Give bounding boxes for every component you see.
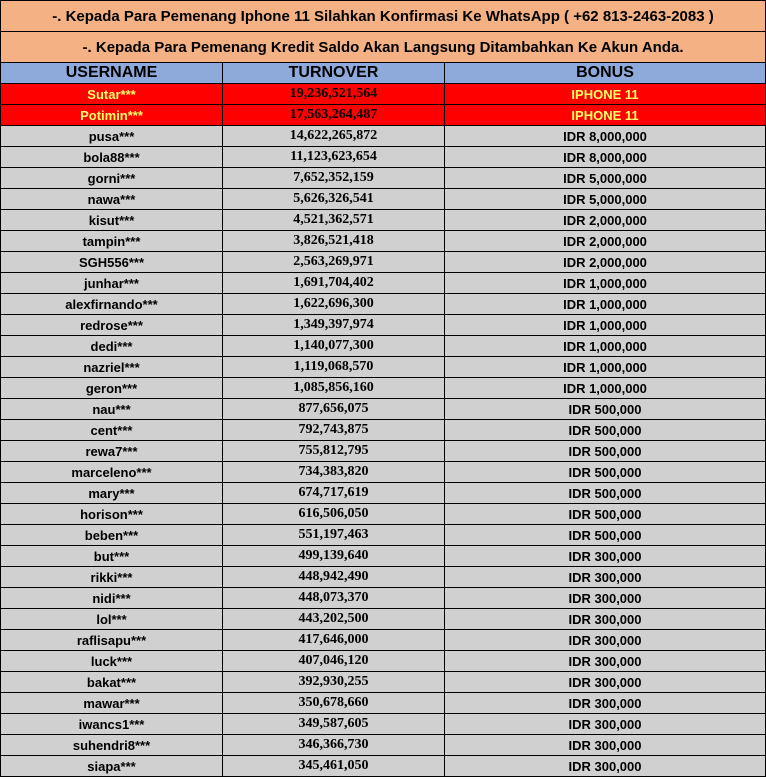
turnover-cell: 349,587,605: [223, 714, 445, 735]
turnover-cell: 1,622,696,300: [223, 294, 445, 315]
username-cell: nidi***: [1, 588, 223, 609]
table-row: [1, 294, 766, 315]
bonus-cell: IDR 300,000: [445, 630, 766, 651]
turnover-cell: 392,930,255: [223, 672, 445, 693]
table-row: [1, 672, 766, 693]
table-row: [1, 609, 766, 630]
turnover-column-header: TURNOVER: [223, 63, 445, 84]
turnover-cell: 11,123,623,654: [223, 147, 445, 168]
turnover-cell: 350,678,660: [223, 693, 445, 714]
bonus-cell: IDR 500,000: [445, 504, 766, 525]
table-row: [1, 651, 766, 672]
username-cell: mary***: [1, 483, 223, 504]
turnover-cell: 417,646,000: [223, 630, 445, 651]
table-row: [1, 126, 766, 147]
username-cell: bola88***: [1, 147, 223, 168]
bonus-cell: IDR 300,000: [445, 588, 766, 609]
username-cell: beben***: [1, 525, 223, 546]
notice-row-whatsapp: [1, 1, 766, 32]
turnover-cell: 792,743,875: [223, 420, 445, 441]
username-cell: nau***: [1, 399, 223, 420]
bonus-cell: IDR 5,000,000: [445, 168, 766, 189]
username-cell: redrose***: [1, 315, 223, 336]
turnover-cell: 1,140,077,300: [223, 336, 445, 357]
bonus-cell: IDR 300,000: [445, 756, 766, 777]
username-cell: geron***: [1, 378, 223, 399]
username-cell: lol***: [1, 609, 223, 630]
table-row: [1, 420, 766, 441]
username-cell: luck***: [1, 651, 223, 672]
bonus-cell: IDR 300,000: [445, 609, 766, 630]
bonus-cell: IDR 500,000: [445, 525, 766, 546]
bonus-cell: IDR 500,000: [445, 441, 766, 462]
table-row: [1, 567, 766, 588]
turnover-cell: 448,942,490: [223, 567, 445, 588]
table-row: [1, 168, 766, 189]
table-row: [1, 147, 766, 168]
bonus-cell: IDR 300,000: [445, 735, 766, 756]
bonus-cell: IPHONE 11: [445, 105, 766, 126]
username-column-header: USERNAME: [1, 63, 223, 84]
turnover-cell: 1,349,397,974: [223, 315, 445, 336]
username-cell: marceleno***: [1, 462, 223, 483]
username-cell: alexfirnando***: [1, 294, 223, 315]
bonus-cell: IDR 5,000,000: [445, 189, 766, 210]
turnover-cell: 443,202,500: [223, 609, 445, 630]
turnover-cell: 17,563,264,487: [223, 105, 445, 126]
username-cell: horison***: [1, 504, 223, 525]
table-row: [1, 546, 766, 567]
turnover-cell: 2,563,269,971: [223, 252, 445, 273]
turnover-cell: 877,656,075: [223, 399, 445, 420]
table-row: [1, 189, 766, 210]
table-row: [1, 210, 766, 231]
bonus-cell: IDR 2,000,000: [445, 231, 766, 252]
username-cell: mawar***: [1, 693, 223, 714]
username-cell: bakat***: [1, 672, 223, 693]
table-row-highlight: [1, 84, 766, 105]
table-row: [1, 525, 766, 546]
turnover-cell: 616,506,050: [223, 504, 445, 525]
turnover-cell: 674,717,619: [223, 483, 445, 504]
bonus-cell: IDR 300,000: [445, 651, 766, 672]
bonus-cell: IDR 1,000,000: [445, 336, 766, 357]
username-cell: nawa***: [1, 189, 223, 210]
table-row: [1, 315, 766, 336]
bonus-cell: IDR 2,000,000: [445, 252, 766, 273]
bonus-cell: IDR 500,000: [445, 420, 766, 441]
username-cell: kisut***: [1, 210, 223, 231]
bonus-cell: IDR 300,000: [445, 567, 766, 588]
bonus-cell: IDR 1,000,000: [445, 273, 766, 294]
table-row: [1, 336, 766, 357]
table-row: [1, 714, 766, 735]
table-row: [1, 378, 766, 399]
table-row: [1, 441, 766, 462]
username-cell: but***: [1, 546, 223, 567]
bonus-cell: IDR 2,000,000: [445, 210, 766, 231]
table-row: [1, 399, 766, 420]
username-cell: dedi***: [1, 336, 223, 357]
bonus-cell: IDR 300,000: [445, 672, 766, 693]
turnover-cell: 1,691,704,402: [223, 273, 445, 294]
username-cell: nazriel***: [1, 357, 223, 378]
username-cell: iwancs1***: [1, 714, 223, 735]
table-row: [1, 630, 766, 651]
bonus-cell: IDR 1,000,000: [445, 357, 766, 378]
username-cell: gorni***: [1, 168, 223, 189]
table-row: [1, 252, 766, 273]
table-row: [1, 504, 766, 525]
table-row: [1, 735, 766, 756]
table-row: [1, 273, 766, 294]
bonus-cell: IDR 500,000: [445, 483, 766, 504]
username-cell: junhar***: [1, 273, 223, 294]
turnover-cell: 551,197,463: [223, 525, 445, 546]
notice-credit-text: -. Kepada Para Pemenang Kredit Saldo Akan Langsung Ditambahkan Ke Akun Anda.: [1, 32, 766, 63]
username-cell: rikki***: [1, 567, 223, 588]
turnover-cell: 346,366,730: [223, 735, 445, 756]
bonus-cell: IDR 8,000,000: [445, 147, 766, 168]
turnover-cell: 499,139,640: [223, 546, 445, 567]
username-cell: siapa***: [1, 756, 223, 777]
turnover-cell: 755,812,795: [223, 441, 445, 462]
table-row: [1, 756, 766, 777]
bonus-cell: IDR 500,000: [445, 399, 766, 420]
bonus-cell: IDR 300,000: [445, 546, 766, 567]
bonus-cell: IDR 1,000,000: [445, 378, 766, 399]
turnover-cell: 345,461,050: [223, 756, 445, 777]
table-row: [1, 588, 766, 609]
turnover-cell: 19,236,521,564: [223, 84, 445, 105]
bonus-cell: IDR 1,000,000: [445, 294, 766, 315]
username-cell: rewa7***: [1, 441, 223, 462]
bonus-cell: IDR 8,000,000: [445, 126, 766, 147]
bonus-cell: IDR 1,000,000: [445, 315, 766, 336]
username-cell: pusa***: [1, 126, 223, 147]
username-cell: Potimin***: [1, 105, 223, 126]
username-cell: Sutar***: [1, 84, 223, 105]
turnover-cell: 1,119,068,570: [223, 357, 445, 378]
table-row-highlight: [1, 105, 766, 126]
turnover-cell: 3,826,521,418: [223, 231, 445, 252]
turnover-cell: 1,085,856,160: [223, 378, 445, 399]
table-row: [1, 483, 766, 504]
turnover-cell: 5,626,326,541: [223, 189, 445, 210]
table-header-row: [1, 63, 766, 84]
turnover-cell: 407,046,120: [223, 651, 445, 672]
notice-row-credit: [1, 32, 766, 63]
table-row: [1, 462, 766, 483]
turnover-cell: 4,521,362,571: [223, 210, 445, 231]
username-cell: SGH556***: [1, 252, 223, 273]
turnover-cell: 14,622,265,872: [223, 126, 445, 147]
username-cell: raflisapu***: [1, 630, 223, 651]
bonus-column-header: BONUS: [445, 63, 766, 84]
bonus-cell: IPHONE 11: [445, 84, 766, 105]
username-cell: cent***: [1, 420, 223, 441]
bonus-cell: IDR 300,000: [445, 693, 766, 714]
notice-whatsapp-text: -. Kepada Para Pemenang Iphone 11 Silahkan Konfirmasi Ke WhatsApp ( +62 813-2463-2083 ): [1, 1, 766, 32]
username-cell: suhendri8***: [1, 735, 223, 756]
username-cell: tampin***: [1, 231, 223, 252]
bonus-cell: IDR 500,000: [445, 462, 766, 483]
table-row: [1, 231, 766, 252]
turnover-cell: 734,383,820: [223, 462, 445, 483]
bonus-cell: IDR 300,000: [445, 714, 766, 735]
table-row: [1, 693, 766, 714]
table-row: [1, 357, 766, 378]
turnover-cell: 448,073,370: [223, 588, 445, 609]
turnover-cell: 7,652,352,159: [223, 168, 445, 189]
